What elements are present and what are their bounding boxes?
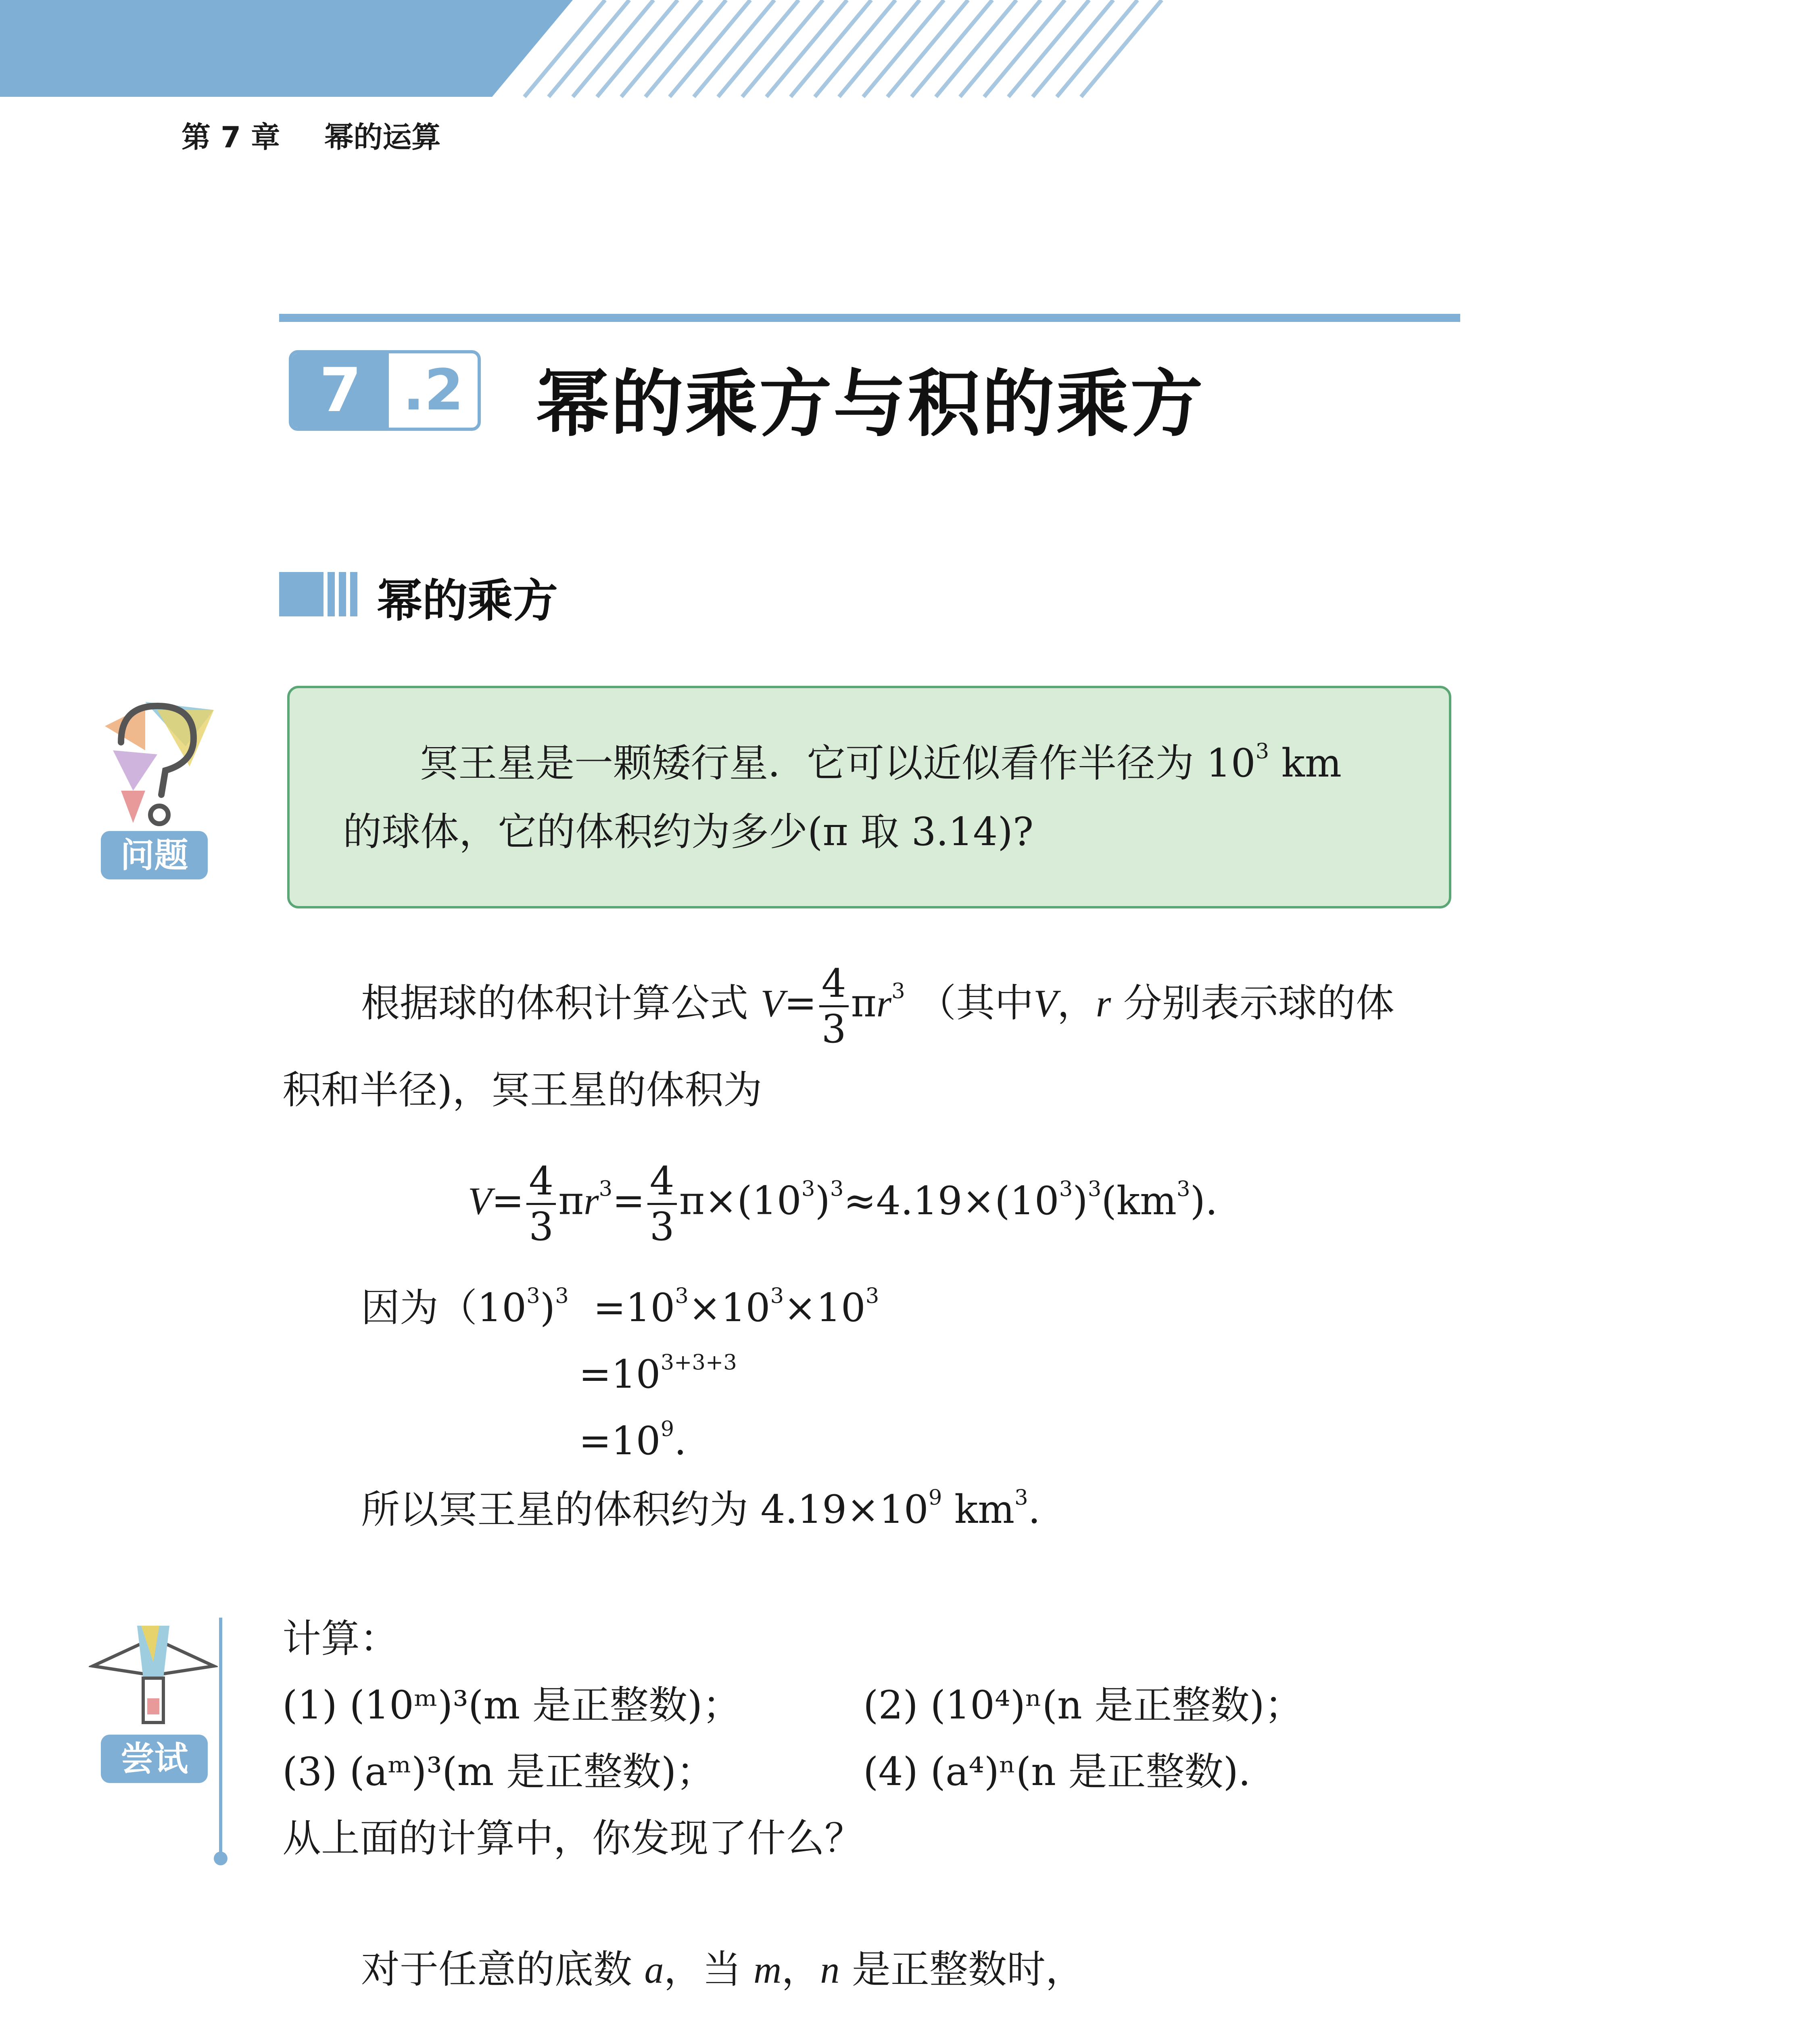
question-line-2: 的球体，它的体积约为多少(π 取 3.14)? [343,809,1034,854]
because-line-1: 因为$(10^3)^3 =10^3\times 10^3\times 10^3$ [361,1284,879,1330]
conclusion-line: 所以冥王星的体积约为 $4.19\times 10^9$ $km^3$. [361,1485,1041,1532]
try-lead: 计算： [282,1616,399,1661]
try-icon [89,1618,218,1739]
try-side-dot [214,1852,228,1865]
because-line-2: $=10^{3+3+3}$ [579,1350,737,1397]
body-line-2: 积和半径)，冥王星的体积为 [282,1067,762,1113]
question-icon [97,694,218,835]
section-title: 幂的乘方与积的乘方 [536,362,1205,447]
try-item-2: (2) (10⁴)ⁿ(n 是正整数)； [863,1683,1303,1728]
try-side-line [219,1618,222,1856]
question-tag: 问题 [101,831,208,879]
chapter-number: 第 7 章 [182,120,280,154]
question-box [287,686,1451,908]
question-line-1: 冥王星是一颗矮行星．它可以近似看作半径为 $10^3$ km [420,739,1342,786]
try-tag: 尝试 [101,1735,208,1783]
chapter-title: 幂的运算 [324,120,441,154]
derivation-intro: 对于任意的底数 a，当 m，n 是正整数时， [361,1947,1084,1992]
section-number-minor: .2 [403,357,464,423]
because-line-3: $=10^9$. [579,1417,687,1464]
try-item-4: (4) (a⁴)ⁿ(n 是正整数). [863,1749,1251,1794]
body-line-1: 根据球的体积计算公式 V= $\frac{4}{3}$ $\pi r^3$ （其中V，r 分别表示球的体 [361,961,1394,1052]
volume-formula: V= $\frac{4}{3}$ $\pi r^3=$ $\frac{4}{3}$ $\pi\times(10^3)^3\approx 4.19\times(10^3)^3(km^3)$. [468,1159,1218,1249]
subsection-title: 幂的乘方 [377,575,558,627]
fraction-4-3: $\frac{4}{3}$ [819,964,849,1048]
formula-approx: $\approx 4.19\times(10^3)^3(km^3)$. [843,1176,1218,1224]
try-question: 从上面的计算中，你发现了什么？ [282,1816,863,1861]
chapter-header [182,114,440,156]
brace-top-label [904,2011,986,2017]
radius-value: $10^3$ [1206,739,1269,786]
section-number-major: 7 [292,353,389,428]
section-rule [279,314,1460,322]
section-number-badge [289,350,481,431]
header-banner [0,0,1820,101]
try-item-1: (1) (10ᵐ)³(m 是正整数)； [282,1683,741,1728]
try-item-3: (3) (aᵐ)³(m 是正整数)； [282,1749,715,1794]
